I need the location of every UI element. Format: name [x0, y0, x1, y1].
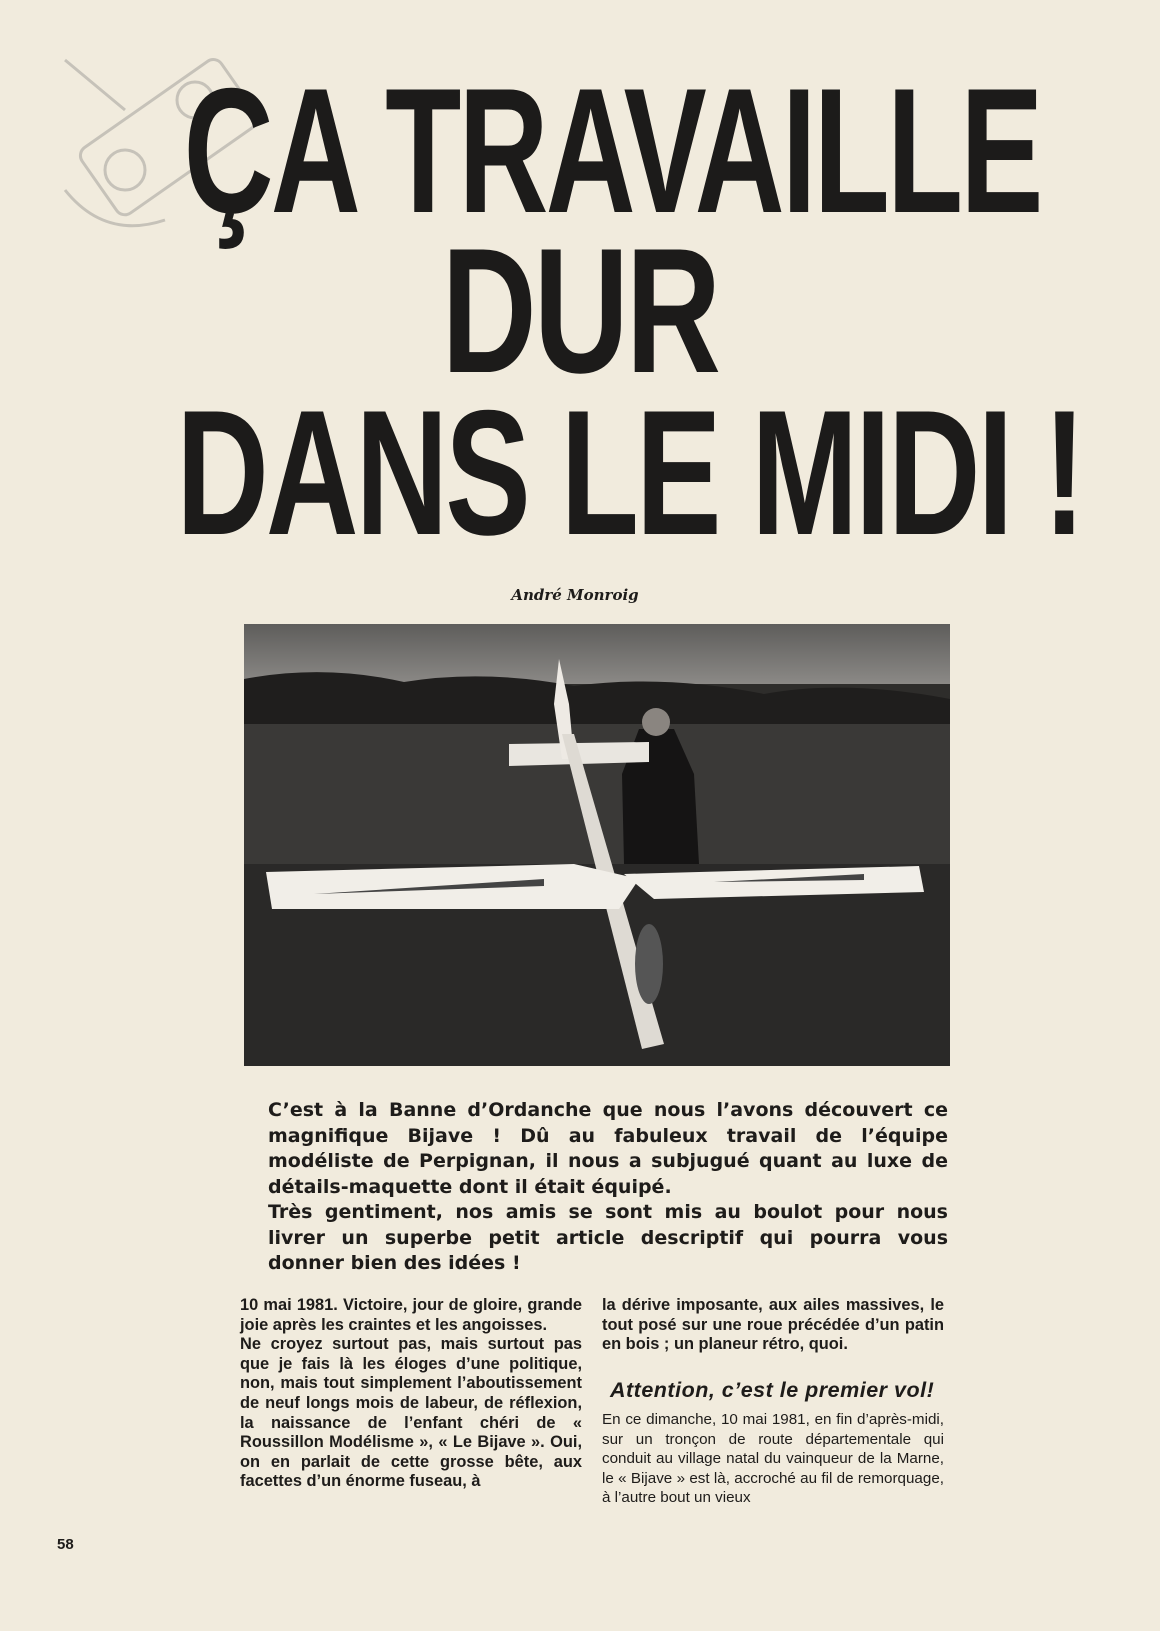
- headline-line-3: DANS LE MIDI !: [176, 373, 1083, 572]
- right-column: la dérive imposante, aux ailes massives, le tout posé sur une roue précédée d’un patin en bois ; un planeur rétro, quoi. Attention, c’est le premier vol! En ce dimanche, 10 mai 1981, en fin d’après-midi, sur un tronçon de route départementale qui conduit au village natal du vainqueur de la Marne, le « Bijave » est là, accroché au fil de remorquage, à l’autre bout un vieux: [602, 1296, 944, 1506]
- intro-paragraph: C’est à la Banne d’Ordanche que nous l’avons découvert ce magnifique Bijave ! Dû au fabuleux travail de l’équipe modéliste de Perpignan, il nous a subjugué quant au luxe de détails-maquette dont il était équipé. Très gentiment, nos amis se sont mis au boulot pour nous livrer un superbe petit article descriptif qui pourra vous donner bien des idées !: [268, 1099, 948, 1274]
- author-byline: André Monroig: [511, 586, 639, 604]
- left-column: 10 mai 1981. Victoire, jour de gloire, grande joie après les craintes et les angoisses. Ne croyez surtout pas, mais surtout pas que je fais là les éloges d’une politique, non, mais tout simplement l’aboutissement de neuf longs mois de labeur, de réflexion, la naissance de l’enfant chéri de « Roussillon Modélisme », « Le Bijave ». Oui, on en parlait de cette grosse bête, aux facettes d’un énorme fuseau, à: [240, 1296, 582, 1491]
- headline-line-1: ÇA TRAVAILLE: [183, 51, 1041, 250]
- glider-photo: [244, 624, 950, 1066]
- section-subheading: Attention, c’est le premier vol!: [610, 1377, 935, 1402]
- page-number: 58: [57, 1536, 74, 1553]
- headline-line-2: DUR: [441, 211, 719, 410]
